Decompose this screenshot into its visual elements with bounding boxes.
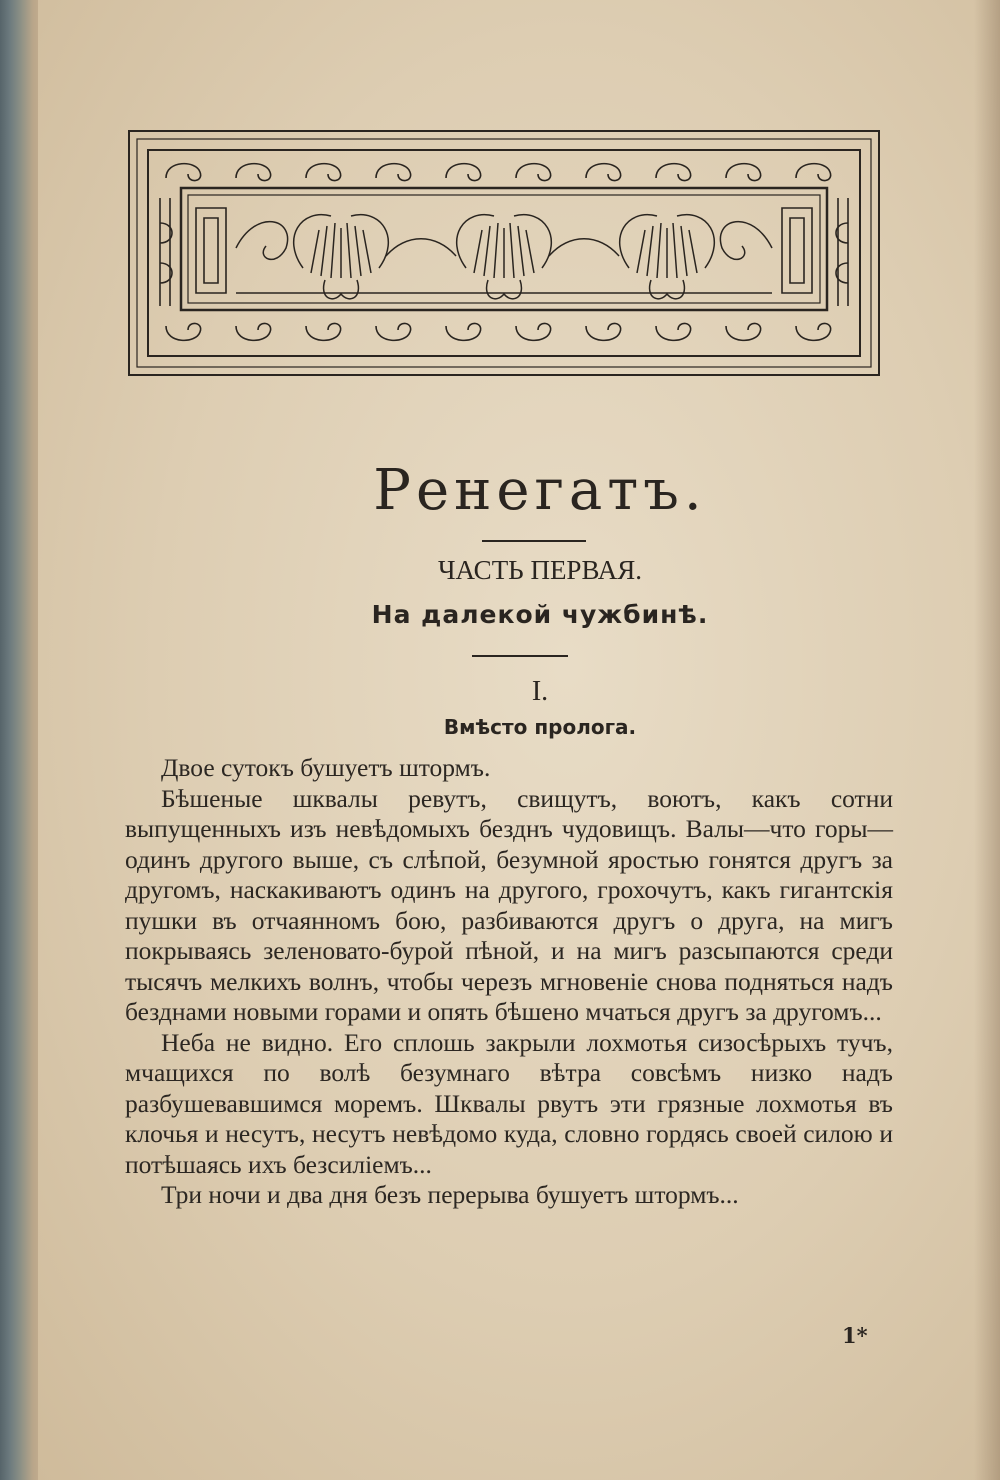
paragraph: Неба не видно. Его сплошь закрыли лохмотья сизосѣрыхъ тучъ, мчащихся по волѣ безумнаго вѣтра совсѣмъ низко надъ разбушевавшимся моремъ. Шквалы рвутъ эти грязные лохмотья въ клочья и несутъ, несутъ невѣдомо куда, словно гордясь своей силою и потѣшаясь ихъ безсиліемъ...: [125, 1027, 893, 1179]
page-edge-shadow: [974, 0, 1000, 1480]
subtitle-divider: [472, 655, 568, 657]
part-subtitle: На далекой чужбинѣ.: [371, 600, 709, 629]
book-title: Ренегатъ.: [373, 458, 707, 523]
part-heading: ЧАСТЬ ПЕРВАЯ.: [437, 555, 643, 585]
paragraph: Двое сутокъ бушуетъ штормъ.: [161, 753, 491, 782]
page-number: 1*: [842, 1323, 868, 1348]
ornamental-headpiece: [126, 128, 882, 378]
paragraph: Бѣшеные шквалы ревутъ, свищутъ, воютъ, какъ сотни выпущенныхъ изъ невѣдомыхъ безднъ чудовищъ. Валы—что горы—одинъ другого выше, съ слѣпой, безумной яростью гонятся другъ за другомъ, наскакиваютъ одинъ на другого, грохочутъ, какъ гигантскія пушки въ отчаянномъ бою, разбиваются другъ о друга, на мигъ покрываясь зеленовато-бурой пѣной, и на мигъ разсыпаются среди тысячъ мелкихъ волнъ, чтобы черезъ мгновеніе снова подняться надъ безднами новыми горами и опять бѣшено мчаться другъ за другомъ...: [125, 783, 893, 1026]
chapter-title: Вмѣсто пролога.: [443, 715, 637, 739]
body-text: [125, 753, 893, 1211]
title-divider: [482, 540, 586, 542]
paragraph: Три ночи и два дня безъ перерыва бушуетъ штормъ...: [161, 1180, 739, 1209]
chapter-number: I.: [531, 676, 549, 707]
